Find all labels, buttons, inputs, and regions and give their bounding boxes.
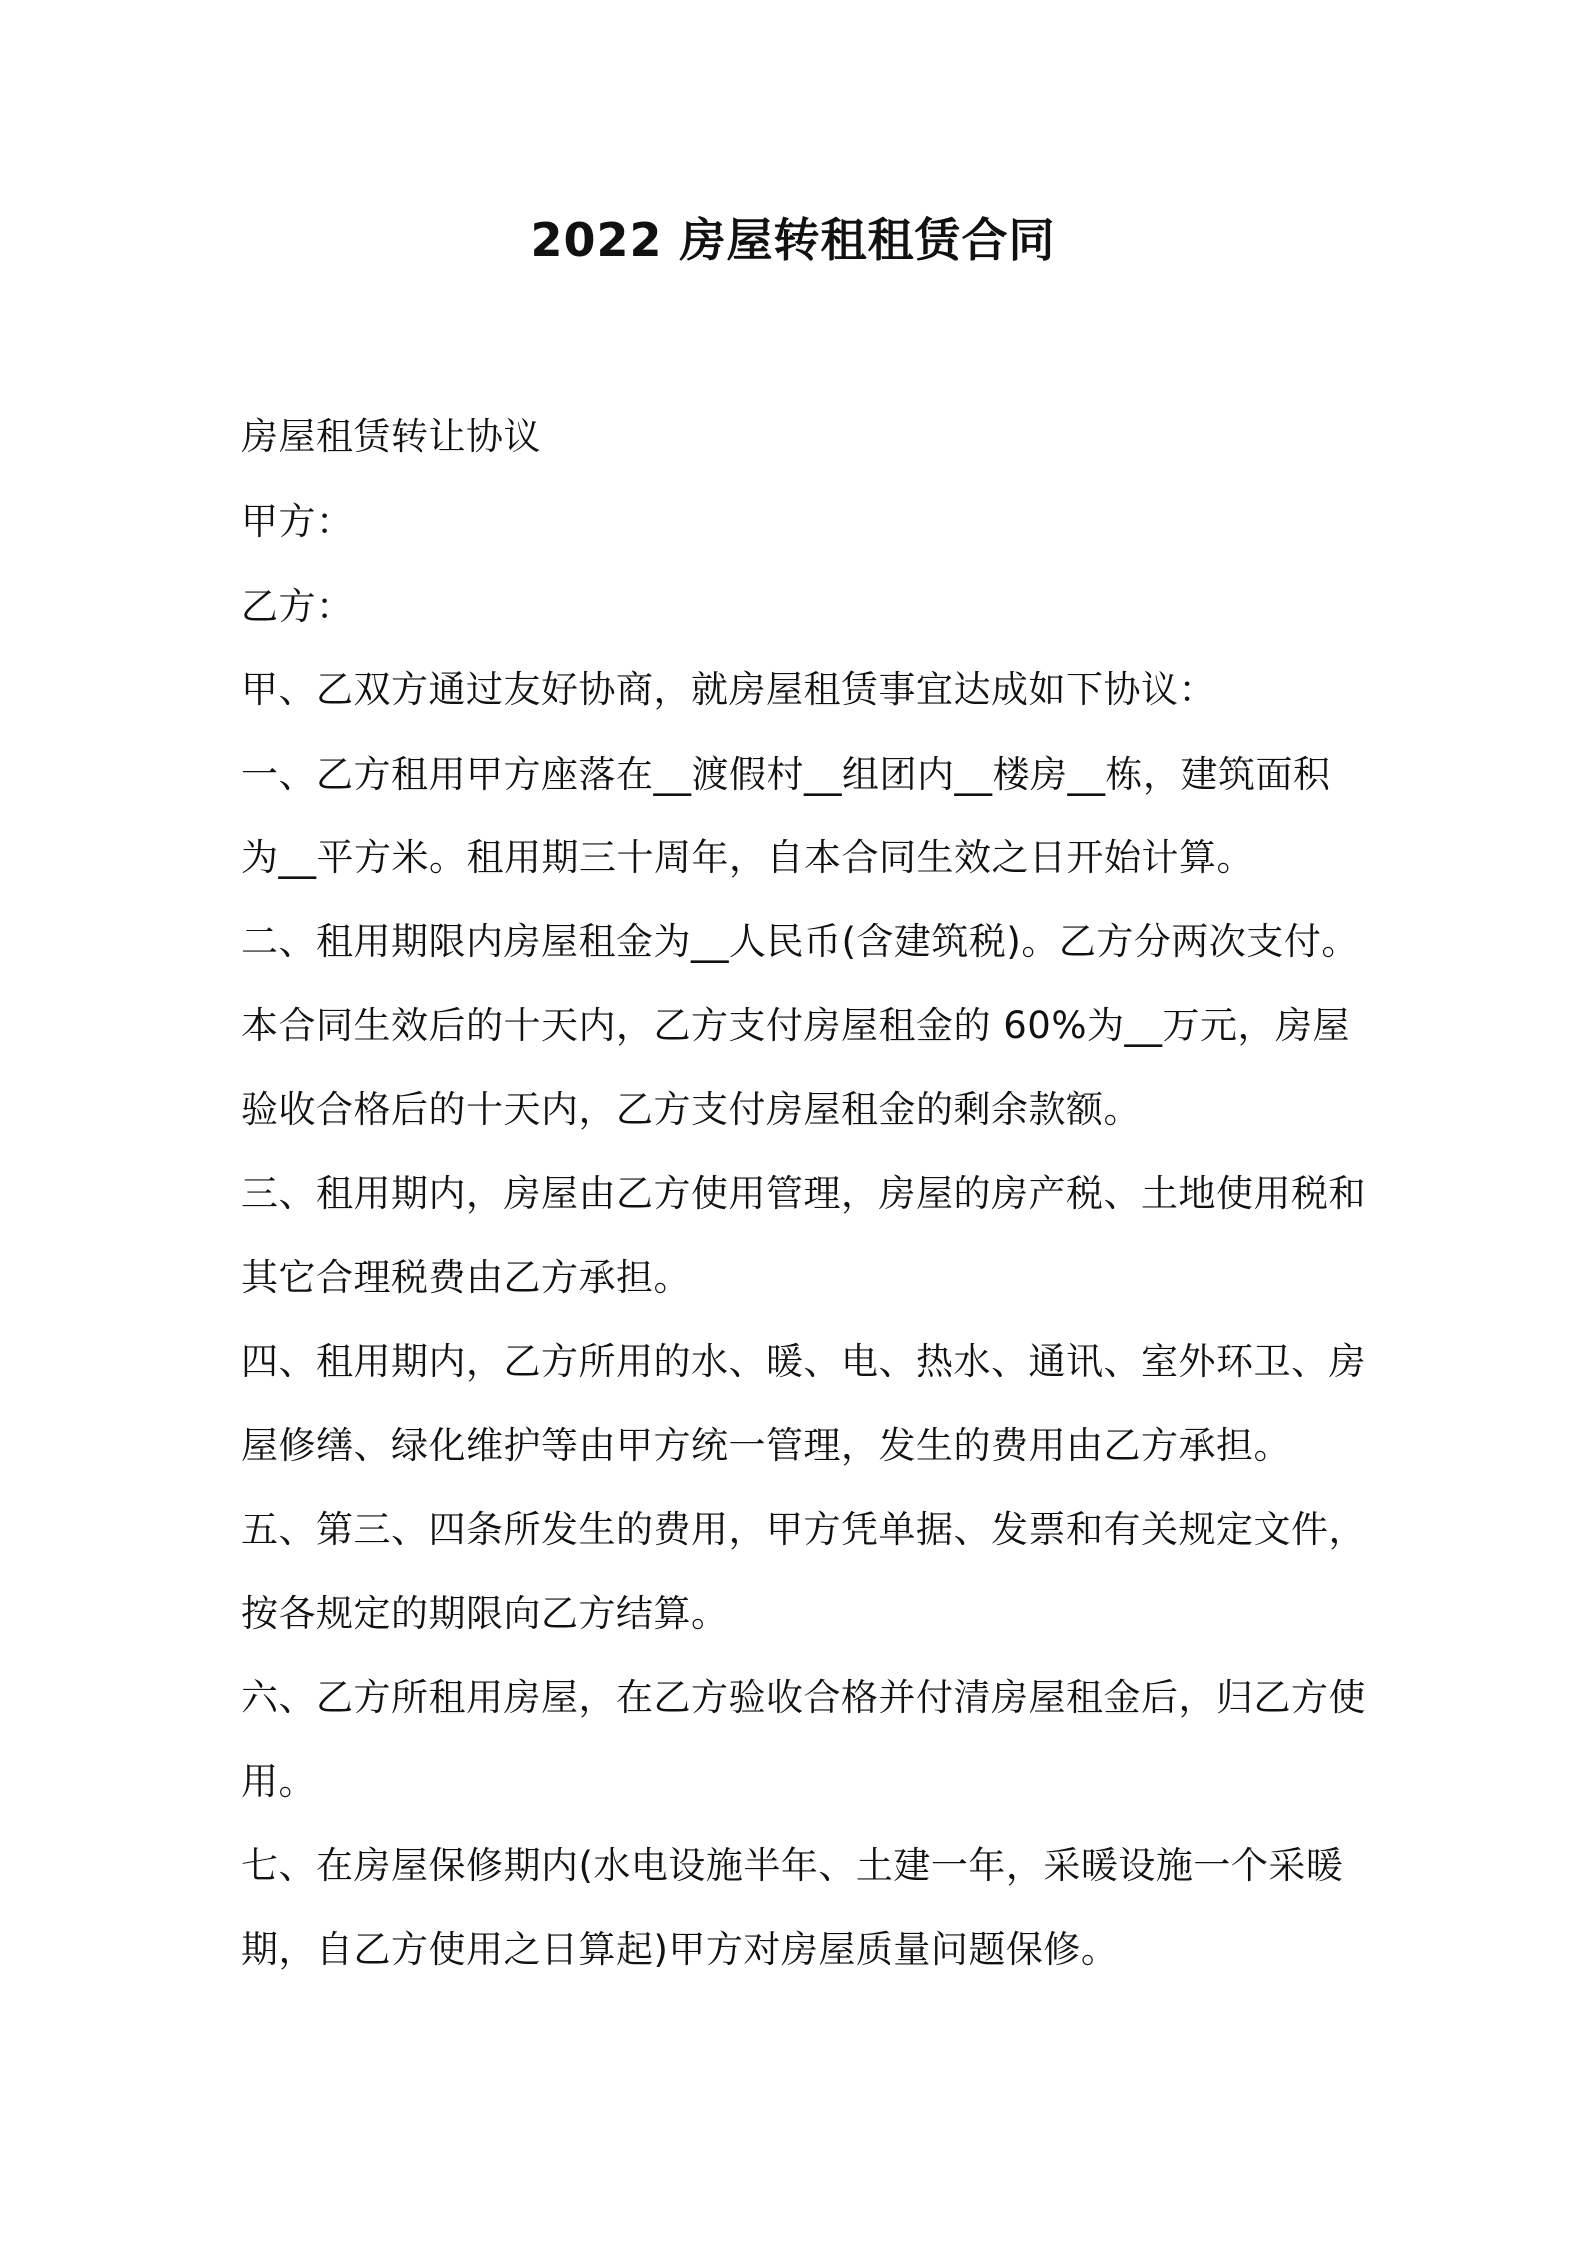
party-a-line: 甲方：: [241, 500, 354, 543]
clause-1-line-2: 为__平方米。租用期三十周年，自本合同生效之日开始计算。: [241, 836, 1254, 879]
clause-5-line-1: 五、第三、四条所发生的费用，甲方凭单据、发票和有关规定文件，: [241, 1508, 1366, 1551]
clause-5-line-2: 按各规定的期限向乙方结算。: [241, 1592, 729, 1635]
clause-4-line-2: 屋修缮、绿化维护等由甲方统一管理，发生的费用由乙方承担。: [241, 1424, 1291, 1467]
clause-1-line-1: 一、乙方租用甲方座落在__渡假村__组团内__楼房__栋，建筑面积: [241, 753, 1331, 796]
clause-2-line-2: 本合同生效后的十天内，乙方支付房屋租金的 60%为__万元，房屋: [241, 1004, 1350, 1047]
agreement-heading: 房屋租赁转让协议: [241, 415, 541, 458]
document-title: 2022 房屋转租租赁合同: [530, 213, 1056, 267]
clause-7-line-2: 期，自乙方使用之日算起)甲方对房屋质量问题保修。: [241, 1928, 1119, 1971]
clause-2-line-1: 二、租用期限内房屋租金为__人民币(含建筑税)。乙方分两次支付。: [241, 920, 1359, 963]
party-b-line: 乙方：: [241, 585, 354, 628]
preamble-line: 甲、乙双方通过友好协商，就房屋租赁事宜达成如下协议：: [241, 668, 1216, 711]
clause-3-line-2: 其它合理税费由乙方承担。: [241, 1256, 691, 1299]
clause-6-line-1: 六、乙方所租用房屋，在乙方验收合格并付清房屋租金后，归乙方使: [241, 1676, 1366, 1719]
clause-3-line-1: 三、租用期内，房屋由乙方使用管理，房屋的房产税、土地使用税和: [241, 1172, 1366, 1215]
clause-4-line-1: 四、租用期内，乙方所用的水、暖、电、热水、通讯、室外环卫、房: [241, 1340, 1366, 1383]
clause-2-line-3: 验收合格后的十天内，乙方支付房屋租金的剩余款额。: [241, 1088, 1141, 1131]
clause-6-line-2: 用。: [241, 1760, 316, 1803]
clause-7-line-1: 七、在房屋保修期内(水电设施半年、土建一年，采暖设施一个采暖: [241, 1844, 1344, 1887]
